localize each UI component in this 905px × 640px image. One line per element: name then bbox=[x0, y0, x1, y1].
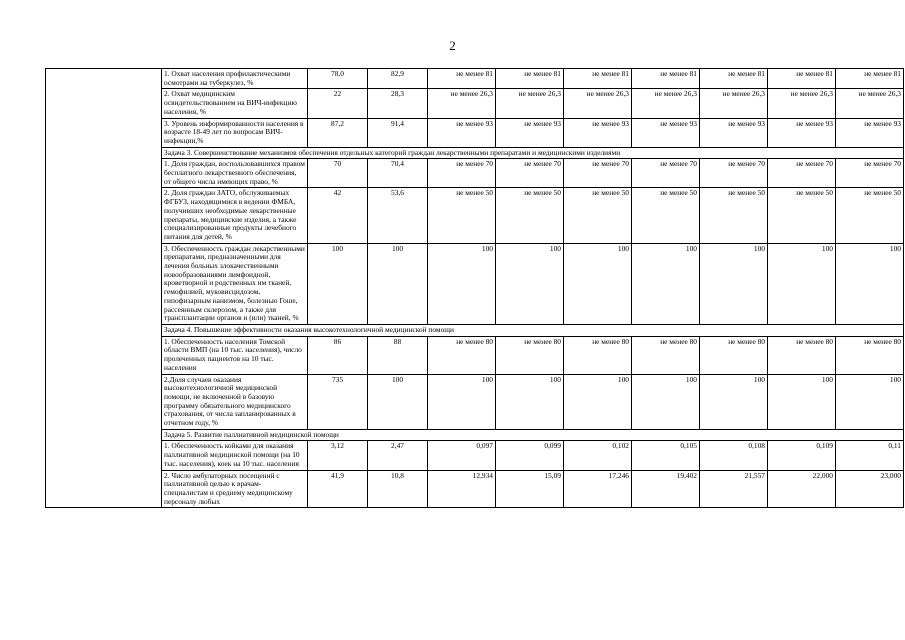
indicator-value: не менее 70 bbox=[428, 159, 496, 188]
task-heading: Задача 5. Развитие паллиативной медицинской помощи bbox=[162, 429, 904, 441]
indicator-name: 2. Доля граждан ЗАТО, обслуживаемых ФГБУЗ, находящимися в ведении ФМБА, получивших необходимые лекарственные препараты, медицинские изделия, а также специализированные продукты лечебного питания для детей, % bbox=[162, 188, 308, 243]
table-row bbox=[46, 159, 904, 188]
indicator-value: 12,934 bbox=[428, 470, 496, 508]
task-row bbox=[46, 429, 904, 441]
table-row bbox=[46, 69, 904, 89]
indicator-value: не менее 26,3 bbox=[564, 89, 632, 118]
indicator-value: 100 bbox=[768, 243, 836, 324]
indicator-value: 17,246 bbox=[564, 470, 632, 508]
table-row bbox=[46, 118, 904, 147]
indicator-value: 82,9 bbox=[368, 69, 428, 89]
table-row bbox=[46, 336, 904, 374]
indicator-value: не менее 70 bbox=[632, 159, 700, 188]
blank-left-column bbox=[46, 69, 162, 508]
indicator-value: не менее 50 bbox=[700, 188, 768, 243]
indicator-value: 70 bbox=[308, 159, 368, 188]
table-row bbox=[46, 441, 904, 470]
indicator-value: не менее 50 bbox=[768, 188, 836, 243]
indicator-value: не менее 80 bbox=[768, 336, 836, 374]
indicator-name: 1. Охват населения профилактическими осмотрами на туберкулез, % bbox=[162, 69, 308, 89]
indicator-value: не менее 70 bbox=[700, 159, 768, 188]
indicator-value: 21,557 bbox=[700, 470, 768, 508]
indicator-value: не менее 93 bbox=[700, 118, 768, 147]
indicator-value: не менее 26,3 bbox=[496, 89, 564, 118]
indicator-value: 70,4 bbox=[368, 159, 428, 188]
indicator-value: не менее 93 bbox=[564, 118, 632, 147]
indicator-value: не менее 81 bbox=[496, 69, 564, 89]
indicator-name: 2.Доля случаев оказания высокотехнологичной медицинской помощи, не включенной в базовую программу обязательного медицинского страхования, от числа запланированных в отчетном году, % bbox=[162, 374, 308, 429]
indicator-value: не менее 70 bbox=[496, 159, 564, 188]
indicator-value: 0,11 bbox=[836, 441, 904, 470]
indicator-value: 100 bbox=[632, 243, 700, 324]
indicator-value: 3,12 bbox=[308, 441, 368, 470]
indicator-value: не менее 80 bbox=[700, 336, 768, 374]
indicator-value: 41,9 bbox=[308, 470, 368, 508]
indicator-value: не менее 50 bbox=[632, 188, 700, 243]
indicator-value: 0,097 bbox=[428, 441, 496, 470]
indicator-value: 19,402 bbox=[632, 470, 700, 508]
indicator-value: 100 bbox=[836, 243, 904, 324]
indicator-value: 28,3 bbox=[368, 89, 428, 118]
indicator-value: 100 bbox=[368, 374, 428, 429]
indicator-value: 100 bbox=[700, 243, 768, 324]
indicator-value: не менее 50 bbox=[428, 188, 496, 243]
indicator-value: не менее 26,3 bbox=[632, 89, 700, 118]
indicator-value: не менее 70 bbox=[564, 159, 632, 188]
indicator-value: 0,102 bbox=[564, 441, 632, 470]
indicator-value: 100 bbox=[564, 374, 632, 429]
indicator-value: 10,8 bbox=[368, 470, 428, 508]
indicator-value: 91,4 bbox=[368, 118, 428, 147]
indicator-value: не менее 80 bbox=[496, 336, 564, 374]
indicator-value: 23,000 bbox=[836, 470, 904, 508]
table-row bbox=[46, 89, 904, 118]
indicator-value: 53,6 bbox=[368, 188, 428, 243]
indicator-value: 100 bbox=[768, 374, 836, 429]
indicator-value: 86 bbox=[308, 336, 368, 374]
table-row bbox=[46, 374, 904, 429]
task-row bbox=[46, 147, 904, 159]
indicator-value: 100 bbox=[564, 243, 632, 324]
indicator-value: не менее 81 bbox=[632, 69, 700, 89]
table-body bbox=[46, 69, 904, 508]
indicator-value: не менее 50 bbox=[496, 188, 564, 243]
indicator-value: 2,47 bbox=[368, 441, 428, 470]
indicator-value: 100 bbox=[308, 243, 368, 324]
indicator-value: 22 bbox=[308, 89, 368, 118]
task-heading: Задача 3. Совершенствование механизмов обеспечения отдельных категорий граждан лекарственными препаратами и медицинскими изделиями bbox=[162, 147, 904, 159]
indicator-name: 1. Обеспеченность населения Томской области ВМП (на 10 тыс. населения), число пролеченных пациентов на 10 тыс. населения bbox=[162, 336, 308, 374]
indicator-value: не менее 93 bbox=[836, 118, 904, 147]
indicator-value: не менее 26,3 bbox=[836, 89, 904, 118]
indicator-value: 0,105 bbox=[632, 441, 700, 470]
indicator-value: 100 bbox=[700, 374, 768, 429]
table-row bbox=[46, 188, 904, 243]
table-row bbox=[46, 470, 904, 508]
indicator-name: 1. Обеспеченность койками для оказания паллиативной медицинской помощи (на 10 тыс. населения), коек на 10 тыс. населения bbox=[162, 441, 308, 470]
indicator-value: не менее 70 bbox=[836, 159, 904, 188]
task-heading: Задача 4. Повышение эффективности оказания высокотехнологичной медицинской помощи bbox=[162, 324, 904, 336]
indicator-name: 3. Уровень информированности населения в возрасте 18-49 лет по вопросам ВИЧ-инфекции,% bbox=[162, 118, 308, 147]
task-row bbox=[46, 324, 904, 336]
indicator-value: не менее 81 bbox=[768, 69, 836, 89]
page-number: 2 bbox=[449, 38, 456, 53]
indicator-value: не менее 26,3 bbox=[768, 89, 836, 118]
indicator-value: не менее 26,3 bbox=[428, 89, 496, 118]
indicator-value: 0,099 bbox=[496, 441, 564, 470]
indicator-value: 100 bbox=[836, 374, 904, 429]
indicator-value: не менее 93 bbox=[632, 118, 700, 147]
indicator-value: не менее 80 bbox=[428, 336, 496, 374]
indicator-value: не менее 50 bbox=[564, 188, 632, 243]
indicator-value: не менее 70 bbox=[768, 159, 836, 188]
indicator-value: 87,2 bbox=[308, 118, 368, 147]
indicator-value: 0,108 bbox=[700, 441, 768, 470]
indicator-value: не менее 80 bbox=[836, 336, 904, 374]
indicator-value: не менее 80 bbox=[564, 336, 632, 374]
indicators-table bbox=[45, 68, 904, 508]
indicator-value: 100 bbox=[496, 243, 564, 324]
indicator-name: 2. Число амбулаторных посещений с паллиативной целью к врачам-специалистам и среднему медицинскому персоналу любых bbox=[162, 470, 308, 508]
indicator-value: не менее 93 bbox=[496, 118, 564, 147]
indicator-name: 2. Охват медицинским освидетельствованием на ВИЧ-инфекцию населения, % bbox=[162, 89, 308, 118]
table-row bbox=[46, 243, 904, 324]
indicator-value: 22,000 bbox=[768, 470, 836, 508]
indicator-value: 78,0 bbox=[308, 69, 368, 89]
indicator-value: не менее 93 bbox=[768, 118, 836, 147]
indicator-value: не менее 81 bbox=[428, 69, 496, 89]
indicator-value: не менее 81 bbox=[564, 69, 632, 89]
indicator-value: 100 bbox=[496, 374, 564, 429]
indicator-name: 3. Обеспеченность граждан лекарственными препаратами, предназначенными для лечения больных злокачественными новообразованиями лимфоидной, кроветворной и родственных им тканей, гемофилией, муковисцидозом, гипофизарным нанизмом, болезнью Гоше, рассеянным склерозом, а также для трансплантации органов и (или) тканей, % bbox=[162, 243, 308, 324]
indicator-name: 1. Доля граждан, воспользовавшихся правом бесплатного лекарственного обеспечения, от общего числа имеющих право, % bbox=[162, 159, 308, 188]
indicator-value: не менее 50 bbox=[836, 188, 904, 243]
indicator-value: не менее 81 bbox=[700, 69, 768, 89]
indicator-value: 100 bbox=[428, 243, 496, 324]
indicator-value: не менее 81 bbox=[836, 69, 904, 89]
indicator-value: 100 bbox=[632, 374, 700, 429]
indicator-value: не менее 80 bbox=[632, 336, 700, 374]
indicator-value: 42 bbox=[308, 188, 368, 243]
indicator-value: 0,109 bbox=[768, 441, 836, 470]
indicator-value: не менее 26,3 bbox=[700, 89, 768, 118]
indicator-value: 88 bbox=[368, 336, 428, 374]
indicator-value: не менее 93 bbox=[428, 118, 496, 147]
indicator-value: 100 bbox=[428, 374, 496, 429]
indicator-value: 735 bbox=[308, 374, 368, 429]
indicator-value: 15,09 bbox=[496, 470, 564, 508]
indicator-value: 100 bbox=[368, 243, 428, 324]
